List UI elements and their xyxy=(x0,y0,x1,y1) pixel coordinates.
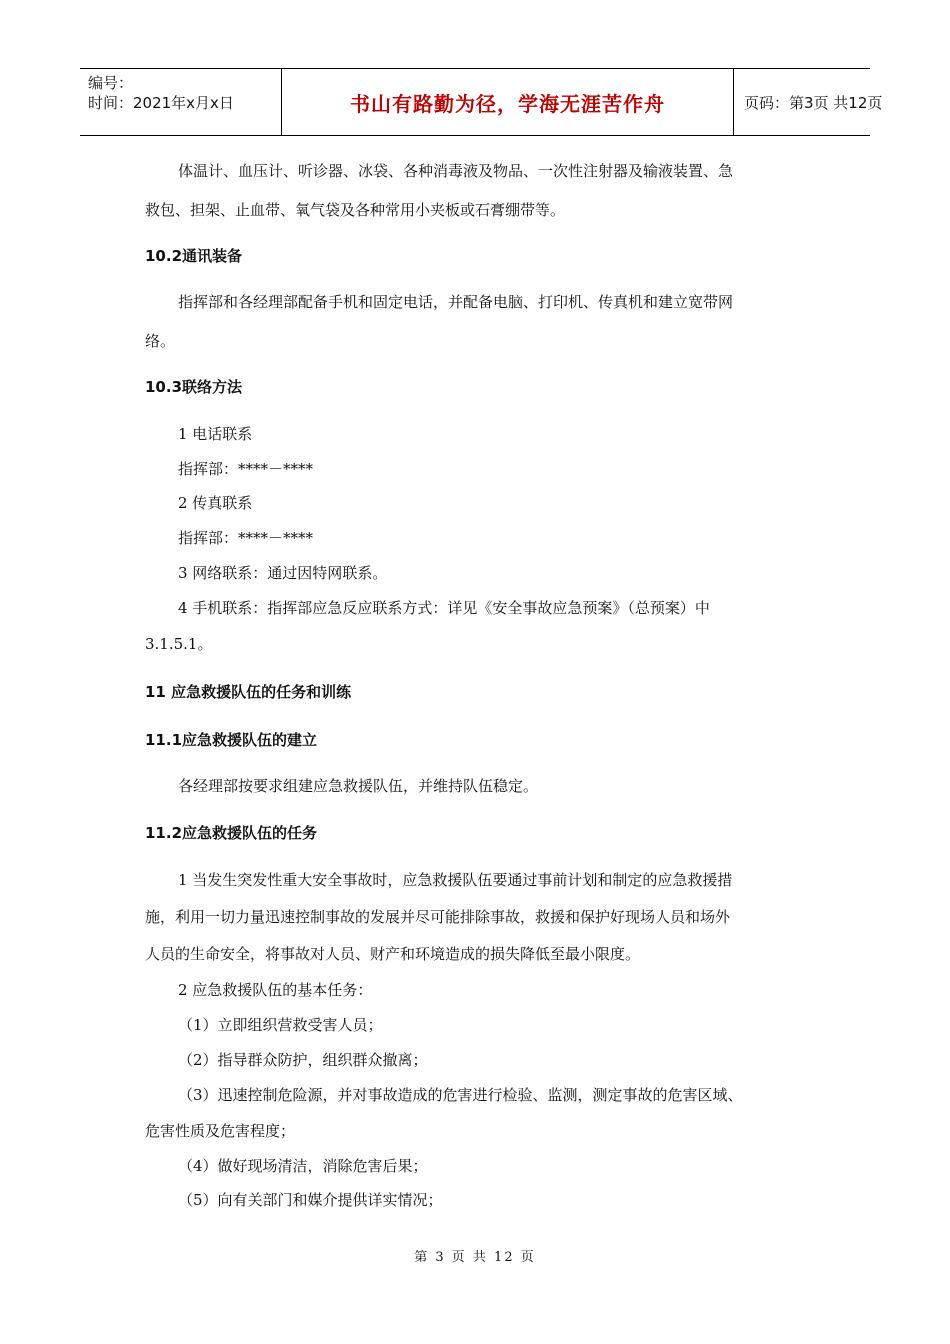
contact-line: 指挥部：****－**** xyxy=(178,529,314,547)
section-heading-11: 11 应急救援队伍的任务和训练 xyxy=(145,683,352,701)
section-heading-11-2: 11.2应急救援队伍的任务 xyxy=(145,824,318,842)
page-header xyxy=(80,68,883,136)
section-heading-10-3: 10.3联络方法 xyxy=(145,378,243,396)
doc-number-label: 编号： xyxy=(88,74,134,92)
list-item: （5）向有关部门和媒介提供详实情况； xyxy=(178,1191,443,1209)
paragraph-line: 人员的生命安全，将事故对人员、财产和环境造成的损失降低至最小限度。 xyxy=(145,945,641,963)
list-item: 1 电话联系 xyxy=(178,425,253,443)
header-info-cell xyxy=(80,69,282,135)
list-item: （4）做好现场清洁，消除危害后果； xyxy=(178,1157,428,1175)
list-item: 4 手机联系：指挥部应急反应联系方式：详见《安全事故应急预案》（总预案）中 xyxy=(178,599,710,617)
contact-line: 指挥部：****－**** xyxy=(178,460,314,478)
paragraph-line: 体温计、血压计、听诊器、冰袋、各种消毒液及物品、一次性注射器及输液装置、急 xyxy=(178,162,734,180)
paragraph-line: 危害性质及危害程度； xyxy=(145,1122,296,1140)
doc-date: 时间：2021年x月x日 xyxy=(88,94,234,112)
section-heading-10-2: 10.2通讯装备 xyxy=(145,247,243,265)
page-footer: 第 3 页 共 12 页 xyxy=(414,1250,536,1265)
list-item: （1）立即组织营救受害人员； xyxy=(178,1016,383,1034)
list-item: （3）迅速控制危险源，并对事故造成的危害进行检验、监测，测定事故的危害区域、 xyxy=(178,1086,743,1104)
paragraph-line: 各经理部按要求组建应急救援队伍，并维持队伍稳定。 xyxy=(178,777,539,795)
list-item: （2）指导群众防护，组织群众撤离； xyxy=(178,1051,428,1069)
header-page-info: 页码：第3页 共12页 xyxy=(744,93,883,112)
section-heading-11-1: 11.1应急救援队伍的建立 xyxy=(145,731,318,749)
paragraph-line: 救包、担架、止血带、氧气袋及各种常用小夹板或石膏绷带等。 xyxy=(145,201,566,219)
paragraph-line: 1 当发生突发性重大安全事故时，应急救援队伍要通过事前计划和制定的应急救援措 xyxy=(178,871,733,889)
paragraph-line: 络。 xyxy=(145,332,176,350)
paragraph-line: 指挥部和各经理部配备手机和固定电话，并配备电脑、打印机、传真机和建立宽带网 xyxy=(178,293,734,311)
header-motto: 书山有路勤为径，学海无涯苦作舟 xyxy=(282,69,734,135)
paragraph-line: 2 应急救援队伍的基本任务： xyxy=(178,981,373,999)
paragraph-line: 3.1.5.1。 xyxy=(145,635,213,653)
list-item: 3 网络联系：通过因特网联系。 xyxy=(178,564,388,582)
list-item: 2 传真联系 xyxy=(178,494,253,512)
paragraph-line: 施，利用一切力量迅速控制事故的发展并尽可能排除事故，救援和保护好现场人员和场外 xyxy=(145,908,731,926)
